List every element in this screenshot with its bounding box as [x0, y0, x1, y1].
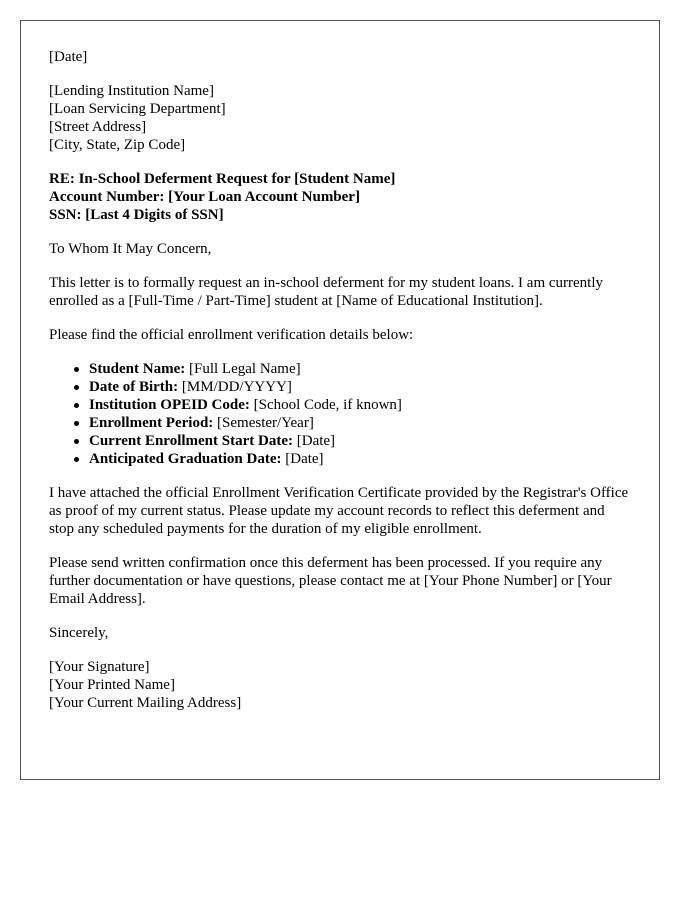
body-paragraph-2	[49, 326, 631, 344]
detail-label: Enrollment Period:	[89, 415, 214, 431]
detail-value: [Full Legal Name]	[185, 361, 301, 377]
recipient-address	[49, 82, 631, 154]
detail-value: [Date]	[293, 433, 336, 449]
reference-account-number: Account Number: [Your Loan Account Number]	[49, 189, 360, 205]
reference-ssn: SSN: [Last 4 Digits of SSN]	[49, 207, 224, 223]
bullet-icon	[74, 403, 79, 408]
recipient-city-state-zip: [City, State, Zip Code]	[49, 137, 186, 153]
attachment-paragraph: I have attached the official Enrollment Verification Certificate provided by the Registrar's Office as proof of my current status. Please update my account records to reflect this deferment and stop any scheduled payments for the duration of my eligible enrollment.	[49, 485, 629, 537]
bullet-icon	[74, 457, 79, 462]
mailing-address: [Your Current Mailing Address]	[49, 695, 242, 711]
printed-name: [Your Printed Name]	[49, 677, 175, 693]
detail-label: Anticipated Graduation Date:	[89, 451, 282, 467]
bullet-icon	[74, 385, 79, 390]
list-item	[89, 360, 631, 378]
list-item	[89, 450, 631, 468]
list-item	[89, 396, 631, 414]
closing-block	[49, 624, 631, 642]
body-paragraph-1	[49, 274, 631, 310]
letter-date-block	[49, 48, 631, 66]
detail-label: Student Name:	[89, 361, 186, 377]
letter-page	[20, 20, 660, 780]
salutation: To Whom It May Concern,	[49, 241, 212, 257]
recipient-department: [Loan Servicing Department]	[49, 101, 226, 117]
body-paragraph-4	[49, 554, 631, 608]
detail-label: Date of Birth:	[89, 379, 179, 395]
salutation-block	[49, 240, 631, 258]
enrollment-details-list	[49, 360, 631, 468]
detail-value: [Semester/Year]	[213, 415, 314, 431]
details-intro: Please find the official enrollment verification details below:	[49, 327, 414, 343]
bullet-icon	[74, 421, 79, 426]
detail-label: Institution OPEID Code:	[89, 397, 250, 413]
detail-value: [Date]	[281, 451, 324, 467]
list-item	[89, 432, 631, 450]
bullet-icon	[74, 367, 79, 372]
detail-label: Current Enrollment Start Date:	[89, 433, 293, 449]
closing: Sincerely,	[49, 625, 109, 641]
letter-date: [Date]	[49, 49, 88, 65]
reference-subject: RE: In-School Deferment Request for [Student Name]	[49, 171, 396, 187]
request-paragraph: This letter is to formally request an in-school deferment for my student loans. I am currently enrolled as a [Full-Time / Part-Time] student at [Name of Educational Institution].	[49, 275, 604, 309]
confirmation-paragraph: Please send written confirmation once this deferment has been processed. If you require any further documentation or have questions, please contact me at [Your Phone Number] or [Your Email Address].	[49, 555, 612, 607]
body-paragraph-3	[49, 484, 631, 538]
list-item	[89, 414, 631, 432]
recipient-institution: [Lending Institution Name]	[49, 83, 214, 99]
reference-block	[49, 170, 631, 224]
list-item	[89, 378, 631, 396]
bullet-icon	[74, 439, 79, 444]
signature-line: [Your Signature]	[49, 659, 150, 675]
signature-block	[49, 658, 631, 712]
detail-value: [MM/DD/YYYY]	[178, 379, 292, 395]
recipient-street: [Street Address]	[49, 119, 147, 135]
detail-value: [School Code, if known]	[249, 397, 402, 413]
